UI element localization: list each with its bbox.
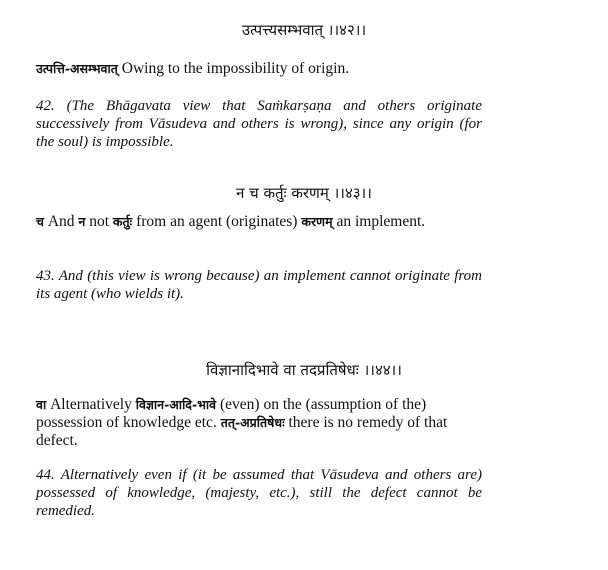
sutra-43-gloss-term-3: कर्तुः [112, 214, 133, 229]
sutra-43-gloss-meaning-4: an implement. [336, 213, 426, 230]
sutra-42-translation: 42. (The Bhāgavata view that Saṁkarṣaṇa and others originate successively from Vāsudeva and others is wrong), since any origin (for the soul) is impossible. [36, 98, 482, 150]
sutra-44-gloss [36, 396, 482, 450]
sutra-43-gloss-term-4: करणम् [301, 214, 333, 229]
sutra-43-gloss-term-1: च [36, 214, 44, 229]
sutra-43-gloss-term-2: न [78, 214, 86, 229]
sutra-44-gloss-term-1: वा [36, 397, 47, 412]
sutra-44-heading: विज्ञानादिभावे वा तदप्रतिषेधः ।।४४।। [206, 361, 402, 379]
sutra-43-heading: न च कर्तुः करणम् ।।४३।। [236, 184, 372, 202]
sutra-44-gloss-meaning-2: (even) on the (assumption of the) possession of knowledge etc. [36, 396, 427, 431]
sutra-44-gloss-meaning-1: Alternatively [50, 396, 132, 413]
sutra-42-heading: उत्पत्त्यसम्भवात् ।।४२।। [241, 21, 367, 39]
sutra-44-translation: 44. Alternatively even if (it be assumed that Vāsudeva and others are) possessed of knowledge, (majesty, etc.), still the defect cannot be remedied. [36, 467, 482, 519]
sutra-43-translation: 43. And (this view is wrong because) an implement cannot originate from its agent (who wields it). [36, 268, 482, 302]
sutra-43-gloss-meaning-1: And [47, 213, 75, 230]
sutra-43-gloss-meaning-2: not [89, 213, 110, 230]
sutra-42-gloss [36, 60, 482, 78]
sutra-44-gloss-term-2: विज्ञान-आदि-भावे [135, 397, 217, 412]
sutra-42-gloss-meaning: Owing to the impossibility of origin. [121, 60, 350, 77]
sutra-44-gloss-meaning-3: there is no remedy of that defect. [36, 414, 448, 449]
sutra-42-gloss-term: उत्पत्ति-असम्भवात् [36, 61, 118, 76]
sutra-43-gloss [36, 213, 482, 231]
sutra-44-gloss-term-3: तत्-अप्रतिषेधः [220, 415, 285, 430]
sutra-43-gloss-meaning-3: from an agent (originates) [136, 213, 298, 230]
